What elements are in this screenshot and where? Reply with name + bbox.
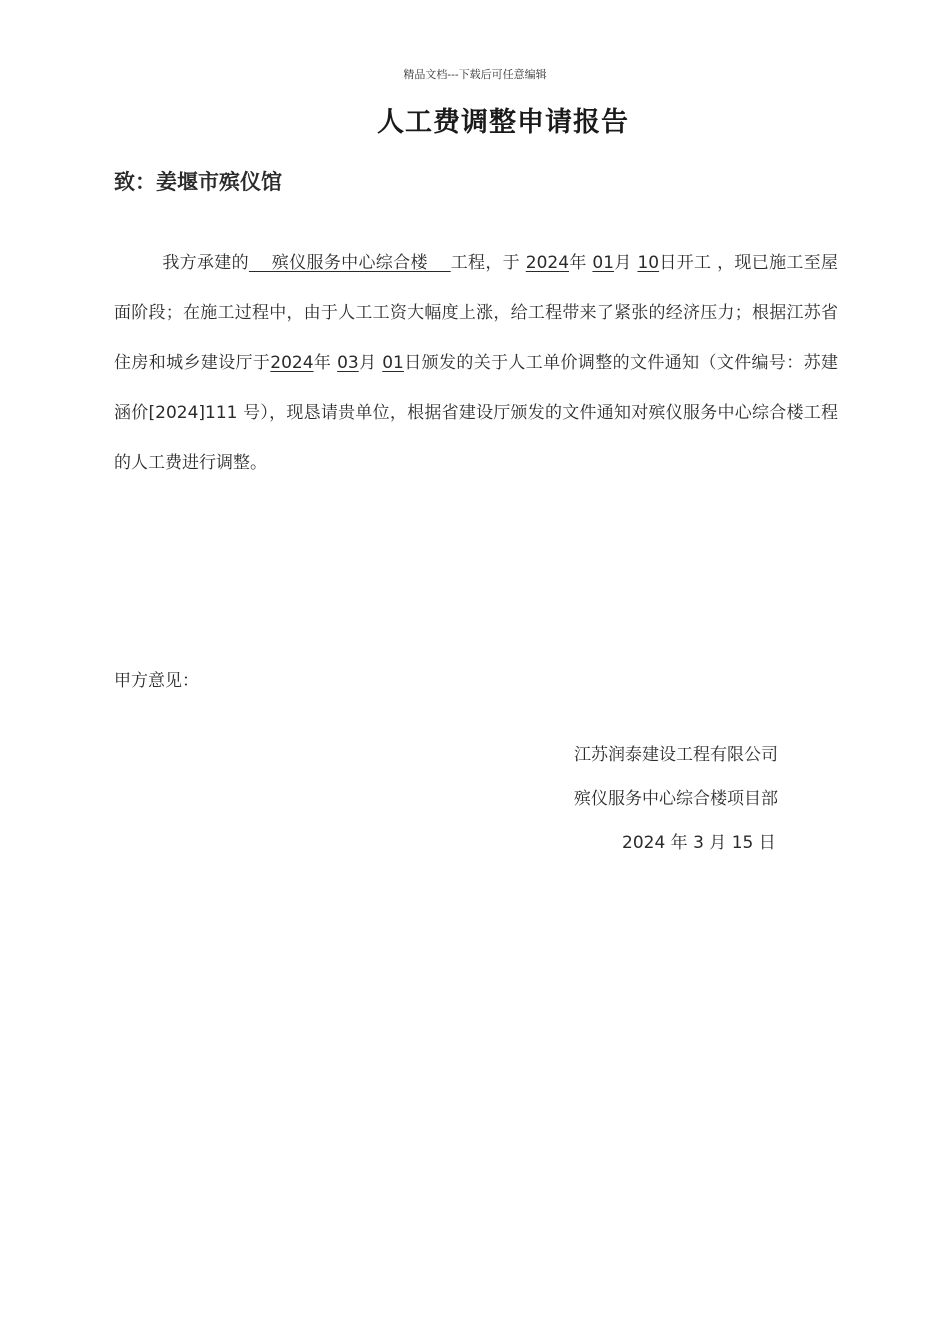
body-text-segment: 我方承建的 [162, 253, 249, 273]
notice-month-field: 03 [337, 353, 359, 373]
header-note: 精品文档---下载后可任意编辑 [403, 68, 547, 81]
body-text-segment: 年 [569, 253, 587, 273]
body-text-segment: 月 [614, 253, 632, 273]
notice-day-field: 01 [382, 353, 404, 373]
body-text-segment: 月 [358, 353, 377, 373]
document-title: 人工费调整申请报告 [377, 107, 629, 138]
signature-department: 殡仪服务中心综合楼项目部 [574, 789, 778, 809]
notice-year-field: 2024 [270, 353, 314, 373]
party-a-opinion-label: 甲方意见： [114, 671, 199, 691]
start-day-field: 10 [637, 253, 660, 273]
start-month-field: 01 [592, 253, 615, 273]
body-paragraph [114, 238, 838, 488]
signature-company: 江苏润泰建设工程有限公司 [574, 745, 778, 765]
body-text-segment: 日开工 ，现已施工至屋面阶段；在施工过程中，由于人工工资大幅度上涨，给工程带来了紧张的经济压力；根据江苏省住房和城乡建设厅于 [114, 253, 839, 373]
signature-date: 2024 年 3 月 15 日 [622, 833, 776, 853]
start-year-field: 2024 [525, 253, 570, 273]
body-text-segment: 年 [313, 353, 332, 373]
body-text-segment: 工程，于 [450, 253, 521, 273]
body-text-segment: 日颁发的关于人工单价调整的文件通知（文件编号：苏建涵价[2024]111 号），现恳请贵单位，根据省建设厅颁发的文件通知对殡仪服务中心综合楼工程的人工费进行调整。 [114, 353, 839, 473]
recipient-line: 致：姜堰市殡仪馆 [114, 170, 282, 194]
project-name-field: 殡仪服务中心综合楼 [248, 253, 451, 273]
